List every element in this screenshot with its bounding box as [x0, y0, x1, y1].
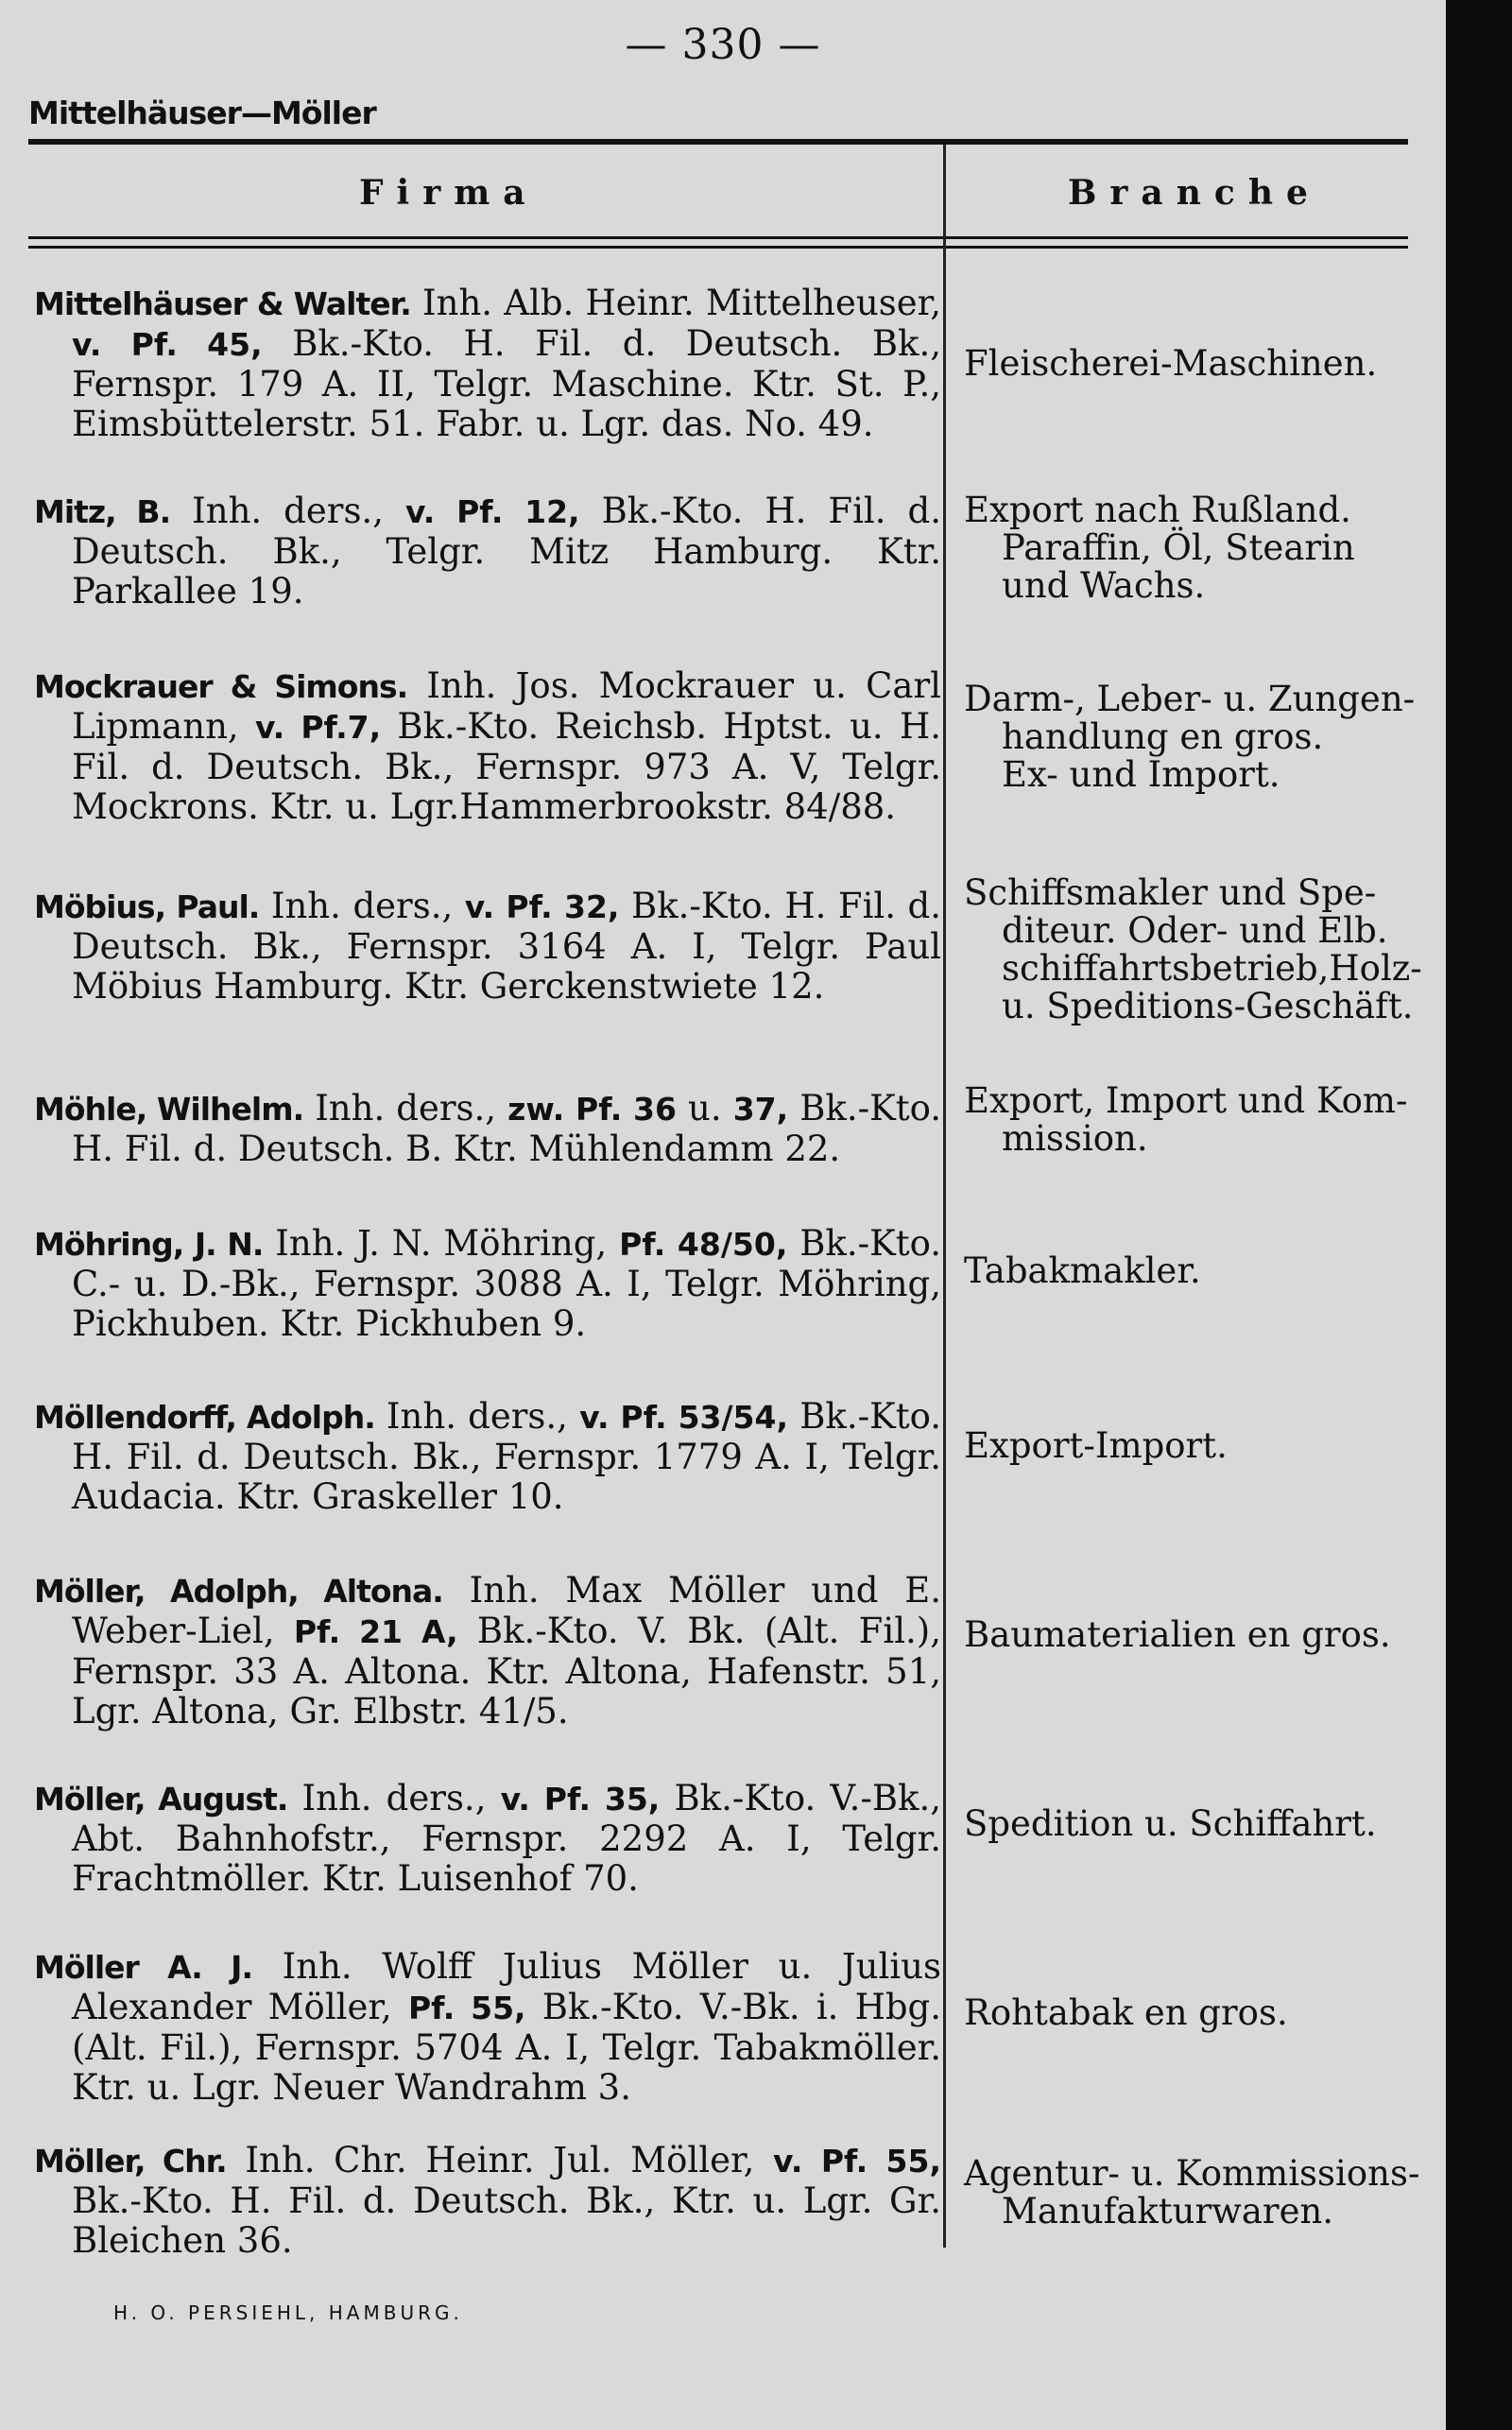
firm-text — [34, 491, 941, 612]
postfach: Pf. 48/50, — [619, 1226, 788, 1263]
firm-detail: Inh. Max Möller und E. Weber-Liel, — [72, 1570, 942, 1651]
printer-imprint: H. O. PERSIEHL, HAMBURG. — [113, 2301, 463, 2324]
firm-detail: Bk.-Kto. H. Fil. d. Deutsch. Bk., Telgr. Mitz Hamburg. Ktr. Parkallee 19. — [72, 491, 941, 612]
branche-line: Export, Import und Kom- — [964, 1080, 1408, 1121]
firm-text — [34, 2141, 941, 2261]
firm-detail: Bk.-Kto. H. Fil. d. Deutsch. Bk., Fernspr. 1779 A. I, Telgr. Audacia. Ktr. Graskeller 10. — [72, 1396, 941, 1517]
branche-line: Schiffsmakler und Spe- — [964, 872, 1377, 913]
branche-line: Agentur- u. Kommissions- — [964, 2153, 1420, 2194]
postfach: v. Pf.7, — [254, 709, 382, 746]
firm-text — [34, 1779, 941, 1899]
firm-text — [34, 1947, 941, 2108]
firm-name: Möhle, Wilhelm. — [34, 1091, 304, 1128]
column-header-branche: Branche — [1068, 173, 1321, 213]
branche-line: diteur. Oder- und Elb. — [1002, 910, 1388, 951]
firm-detail: Inh. ders., — [259, 886, 465, 926]
firm-detail: Bk.-Kto. H. Fil. d. Deutsch. B. Ktr. Mühlendamm 22. — [72, 1088, 941, 1169]
page-edge — [1446, 0, 1512, 2430]
firm-text — [34, 666, 941, 827]
firm-name: Möhring, J. N. — [34, 1226, 264, 1263]
firm-detail: Bk.-Kto. V.-Bk. i. Hbg. (Alt. Fil.), Fernspr. 5704 A. I, Telgr. Tabakmöller. Ktr. u. Lgr. Neuer Wandrahm 3. — [72, 1987, 941, 2108]
firm-detail: Inh. ders., — [374, 1396, 580, 1437]
running-head: Mittelhäuser—Möller — [28, 95, 376, 131]
firm-detail: Inh. Jos. Mockrauer u. Carl Lipmann, — [72, 665, 941, 747]
branche-line: Darm-, Leber- u. Zungen- — [964, 679, 1416, 719]
postfach: Pf. 55, — [407, 1990, 526, 2026]
postfach: v. Pf. 35, — [500, 1781, 661, 1818]
firm-entry — [34, 491, 941, 612]
firm-detail: Bk.-Kto. C.- u. D.-Bk., Fernspr. 3088 A. I, Telgr. Möhring, Pickhuben. Ktr. Pickhuben 9. — [72, 1223, 942, 1344]
top-rule — [28, 139, 1408, 145]
firm-entry — [34, 1571, 941, 1732]
firm-detail: Inh. Chr. Heinr. Jul. Möller, — [226, 2140, 774, 2180]
header-rule — [28, 236, 1408, 239]
postfach: Pf. 21 A, — [293, 1613, 458, 1650]
firm-text — [34, 887, 941, 1007]
branche-entry — [964, 491, 1436, 605]
firm-name: Mockrauer & Simons. — [34, 668, 408, 705]
branche-line: Manufakturwaren. — [1002, 2191, 1334, 2232]
firm-entry — [34, 284, 941, 444]
page-number: — 330 — — [625, 21, 821, 69]
branche-entry — [964, 681, 1436, 794]
branche-line: schiffahrtsbetrieb,Holz- — [1002, 948, 1422, 989]
branche-entry — [964, 1082, 1436, 1158]
firm-detail: Inh. ders., — [170, 491, 405, 531]
firm-text — [34, 284, 941, 444]
firm-detail: Bk.-Kto. V.-Bk., Abt. Bahnhofstr., Fernspr. 2292 A. I, Telgr. Frachtmöller. Ktr. Luisenhof 70. — [72, 1778, 941, 1899]
postfach: v. Pf. 45, — [72, 326, 263, 363]
branche-line: u. Speditions-Geschäft. — [1002, 986, 1414, 1026]
branche-line: handlung en gros. — [1002, 716, 1324, 757]
firm-detail: Inh. J. N. Möhring, — [263, 1223, 620, 1264]
branche-entry — [964, 345, 1436, 383]
branche-line: Tabakmakler. — [964, 1250, 1201, 1291]
postfach: v. Pf. 12, — [404, 493, 580, 530]
branche-entry — [964, 2155, 1436, 2231]
firm-entry — [34, 887, 941, 1007]
firm-name: Möller, Chr. — [34, 2143, 227, 2180]
firm-text — [34, 1089, 941, 1169]
branche-line: Ex- und Import. — [1002, 754, 1280, 795]
firm-detail: Bk.-Kto. V. Bk. (Alt. Fil.), Fernspr. 33 A. Altona. Ktr. Altona, Hafenstr. 51, Lgr. Altona, Gr. Elbstr. 41/5. — [72, 1611, 941, 1732]
branche-line: Baumaterialien en gros. — [964, 1614, 1391, 1655]
firm-detail: u. — [676, 1088, 733, 1129]
firm-detail: Inh. ders., — [303, 1088, 508, 1129]
firm-entry — [34, 2141, 941, 2261]
firm-name: Möllendorff, Adolph. — [34, 1399, 375, 1436]
postfach: v. Pf. 32, — [464, 888, 620, 925]
postfach: 37, — [732, 1091, 789, 1128]
branche-line: Spedition u. Schiffahrt. — [964, 1803, 1377, 1844]
branche-entry — [964, 874, 1436, 1025]
branche-line: Paraffin, Öl, Stearin — [1002, 527, 1355, 568]
firm-detail: Inh. Wolff Julius Möller u. Julius Alexander Möller, — [72, 1946, 941, 2027]
firm-entry — [34, 666, 941, 827]
branche-line: mission. — [1002, 1118, 1148, 1159]
branche-entry — [964, 1994, 1436, 2032]
branche-entry — [964, 1252, 1436, 1290]
firm-text — [34, 1571, 941, 1732]
branche-line: Rohtabak en gros. — [964, 1992, 1288, 2033]
firm-detail: Bk.-Kto. H. Fil. d. Deutsch. Bk., Ktr. u. Lgr. Gr. Bleichen 36. — [72, 2180, 941, 2261]
firm-entry — [34, 1224, 941, 1344]
branche-line: und Wachs. — [1002, 565, 1206, 606]
branche-line: Export-Import. — [964, 1425, 1228, 1466]
firm-text — [34, 1397, 941, 1517]
branche-entry — [964, 1427, 1436, 1465]
firm-text — [34, 1224, 941, 1344]
firm-entry — [34, 1779, 941, 1899]
firm-name: Mitz, B. — [34, 493, 171, 530]
branche-line: Fleischerei-Maschinen. — [964, 343, 1378, 384]
branche-entry — [964, 1805, 1436, 1843]
firm-name: Möller A. J. — [34, 1949, 252, 1986]
postfach: v. Pf. 55, — [773, 2143, 941, 2180]
firm-name: Möller, Adolph, Altona. — [34, 1573, 443, 1610]
firm-detail: Bk.-Kto. H. Fil. d. Deutsch. Bk., Fernspr. 3164 A. I, Telgr. Paul Möbius Hamburg. Ktr. Gerckenstwiete 12. — [72, 886, 942, 1007]
header-rule-double — [28, 246, 1408, 249]
firm-entry — [34, 1947, 941, 2108]
branche-line: Export nach Rußland. — [964, 490, 1351, 530]
firm-name: Möbius, Paul. — [34, 888, 260, 925]
firm-name: Mittelhäuser & Walter. — [34, 285, 411, 322]
branche-entry — [964, 1616, 1436, 1654]
column-divider — [943, 145, 946, 2248]
firm-entry — [34, 1397, 941, 1517]
firm-entry — [34, 1089, 941, 1169]
firm-name: Möller, August. — [34, 1781, 288, 1818]
postfach: v. Pf. 53/54, — [579, 1399, 789, 1436]
postfach: zw. Pf. 36 — [507, 1091, 677, 1128]
firm-detail: Bk.-Kto. Reichsb. Hptst. u. H. Fil. d. Deutsch. Bk., Fernspr. 973 A. V, Telgr. Mockrons. Ktr. u. Lgr.Hammerbrookstr. 84/88. — [72, 706, 941, 827]
firm-detail: Bk.-Kto. H. Fil. d. Deutsch. Bk., Fernspr. 179 A. II, Telgr. Maschine. Ktr. St. P., Eimsbüttelerstr. 51. Fabr. u. Lgr. das. No. 49. — [72, 323, 941, 444]
firm-detail: Inh. Alb. Heinr. Mittelheuser, — [410, 283, 941, 323]
column-header-firma: Firma — [359, 173, 539, 213]
firm-detail: Inh. ders., — [287, 1778, 501, 1818]
